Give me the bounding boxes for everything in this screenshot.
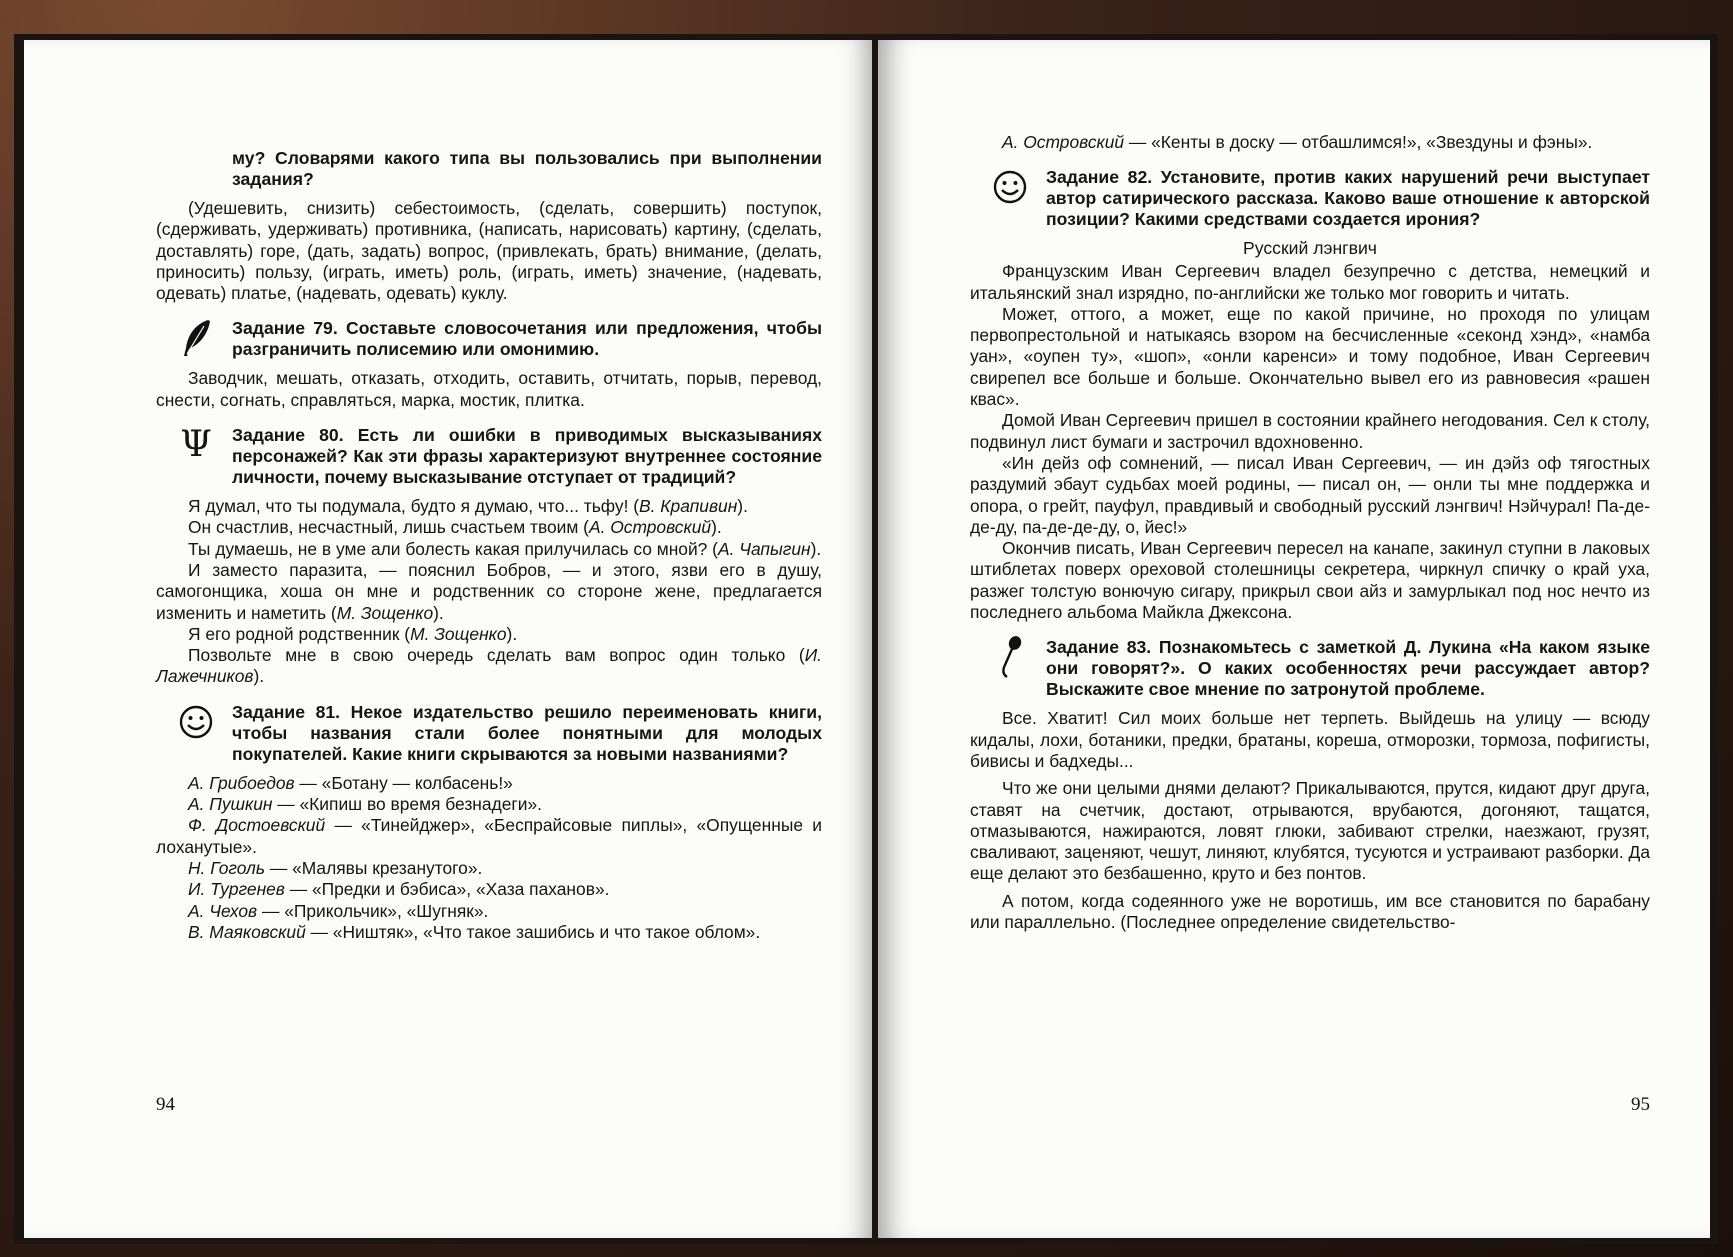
task-80-examples (156, 496, 822, 688)
task-83 (970, 637, 1650, 700)
open-book (14, 34, 1718, 1244)
quill-pen-icon (176, 318, 216, 358)
story-paragraph: Окончив писать, Иван Сергеевич пересел на канапе, закинул ступни в лаковых штиблетах поверх ореховой столешницы секретера, чиркнул спичку о край уха, разжег толстую вонючую сигару, прикрыл свои айз и замурлыкал под нос нечто из последнего альбома Майкла Джексона. (970, 538, 1650, 623)
article-paragraph: А потом, когда содеянного уже не воротишь, им все становится по барабану или параллельно. (Последнее определение свидетельство- (970, 890, 1650, 933)
task-82 (970, 167, 1650, 230)
book-title-item: А. Чехов — «Прикольчик», «Шугняк». (188, 900, 489, 921)
story-paragraph: «Ин дейз оф сомнений, — писал Иван Сергеевич, — ин дэйз оф тягостных раздумий эбаут судьбах моей родины, — писал он, — онли ты мне поддержка и опора, о грейт, пауфул, правдивый и свободный русский лэнгвич! Нэйчурал! Па-де-де-ду, па-де-де-ду, о, йес!» (970, 452, 1650, 537)
right-page (878, 40, 1710, 1238)
book-title-item: В. Маяковский — «Ништяк», «Что такое зашибись и что такое облом». (188, 921, 761, 942)
example-line: Я думал, что ты подумала, будто я думаю, что... тьфу! (В. Крапивин). (188, 496, 748, 517)
left-page (24, 40, 872, 1238)
task-83-title: Задание 83. Познакомьтесь с заметкой Д. Лукина «На каком языке они говорят?». О каких особенностях речи рассуждает автор? Выскажите свое мнение по затронутой проблеме. (1046, 637, 1650, 700)
book-title-item: Ф. Достоевский — «Тинейджер», «Беспрайсовые пиплы», «Опущенные и лоханутые». (156, 815, 822, 857)
task-80-title: Задание 80. Есть ли ошибки в приводимых высказываниях персонажей? Как эти фразы характеризуют внутреннее состояние личности, почему высказывание отступает от традиций? (232, 425, 822, 488)
story-title: Русский лэнгвич (1243, 238, 1377, 259)
task-79 (156, 318, 822, 360)
article-paragraph: Что же они целыми днями делают? Прикалываются, прутся, кидают друг друга, ставят на счетчик, достают, отрываются, врубаются, догоняют, тащатся, отмазываются, нажираются, ловят глюки, забивают стрелки, наезжают, грузят, сваливают, заценяют, чешут, линяют, клубятся, тусуются и устраивают разборки. Да еще делают это безбашенно, круто и без понтов. (970, 778, 1650, 884)
task-81-items (156, 773, 822, 943)
article-paragraph: Все. Хватит! Сил моих больше нет терпеть. Выйдешь на улицу — всюду кидалы, лохи, ботаники, предки, братаны, кореша, отморозки, тормоза, пофигисты, бивисы и бадхеды... (970, 708, 1650, 771)
smiley-icon (176, 702, 216, 742)
task-81-title: Задание 81. Некое издательство решило переименовать книги, чтобы названия стали более понятными для молодых покупателей. Какие книги скрываются за новыми названиями? (232, 701, 822, 764)
story-text (970, 261, 1650, 623)
book-title-item: А. Грибоедов — «Ботану — колбасень!» (188, 772, 513, 793)
story-paragraph: Домой Иван Сергеевич пришел в состоянии крайнего негодования. Сел к столу, подвинул лист бумаги и застрочил вдохновенно. (970, 410, 1650, 452)
task-81 (156, 702, 822, 765)
task-continuation: му? Словарями какого типа вы пользовались при выполнении задания? (232, 148, 822, 189)
example-line: Он счастлив, несчастный, лишь счастьем твоим (А. Островский). (188, 517, 722, 538)
task-80 (156, 425, 822, 488)
book-title-item: И. Тургенев — «Предки и бэбиса», «Хаза паханов». (188, 879, 610, 900)
story-paragraph: Французским Иван Сергеевич владел безупречно с детства, немецкий и итальянский знал изрядно, по-английски же только мог говорить и читать. (970, 261, 1650, 303)
example-line: Позвольте мне в свою очередь сделать вам вопрос один только (И. Лажечников). (156, 645, 822, 687)
task-79-text: Заводчик, мешать, отказать, отходить, оставить, отчитать, порыв, перевод, снести, согнать, справляться, марка, мостик, плитка. (156, 368, 822, 410)
task-82-title: Задание 82. Установите, против каких нарушений речи выступает автор сатирического рассказа. Каково ваше отношение к авторской позиции? Какими средствами создается ирония? (1046, 167, 1650, 230)
task-83-text (970, 708, 1650, 933)
book-title-item: А. Островский — «Кенты в доску — отбашлимся!», «Звездуны и фэны». (1002, 132, 1593, 152)
book-title-item: А. Пушкин — «Кипиш во время безнадеги». (188, 794, 542, 815)
example-line: Я его родной родственник (М. Зощенко). (188, 623, 518, 644)
psi-icon: Ψ (180, 424, 212, 466)
page-number-right: 95 (1631, 1094, 1650, 1115)
example-line: Ты думаешь, не в уме али болесть какая прилучилась со мной? (А. Чапыгин). (188, 538, 822, 559)
example-line: И заместо паразита, — пояснил Бобров, — и этого, язви его в душу, самогонщика, хоша он мне и родственник со стороне жене, предлагается изменить и наметить (М. Зощенко). (156, 559, 822, 623)
story-paragraph: Может, оттого, а может, еще по какой причине, но проходя по улицам первопрестольной и натыкаясь взором на бесчисленные «секонд хэнд», «намба уан», «оупен ту», «шоп», «онли каренси» и тому подобное, Иван Сергеевич свирепел все больше и больше. Окончательно вывел его из равновесия «рашен квас». (970, 303, 1650, 410)
task-81-continuation (970, 132, 1650, 153)
page-number-left: 94 (156, 1094, 175, 1115)
task-79-text-block (156, 368, 822, 411)
smiley-icon (990, 167, 1030, 207)
microphone-icon (990, 637, 1030, 677)
answer-text: (Удешевить, снизить) себестоимость, (сделать, совершить) поступок, (сдерживать, удерживать) противника, (написать, нарисовать) картину, (сделать, доставлять) горе, (дать, задать) вопрос, (привлекать, брать) внимание, (делать, приносить) пользу, (играть, иметь) роль, (играть, иметь) значение, (надевать, одевать) платье, (надевать, одевать) куклу. (156, 198, 822, 304)
book-title-item: Н. Гоголь — «Малявы крезанутого». (188, 857, 483, 878)
answer-paragraph (156, 198, 822, 304)
task-79-title: Задание 79. Составьте словосочетания или предложения, чтобы разграничить полисемию или омонимию. (232, 318, 822, 360)
